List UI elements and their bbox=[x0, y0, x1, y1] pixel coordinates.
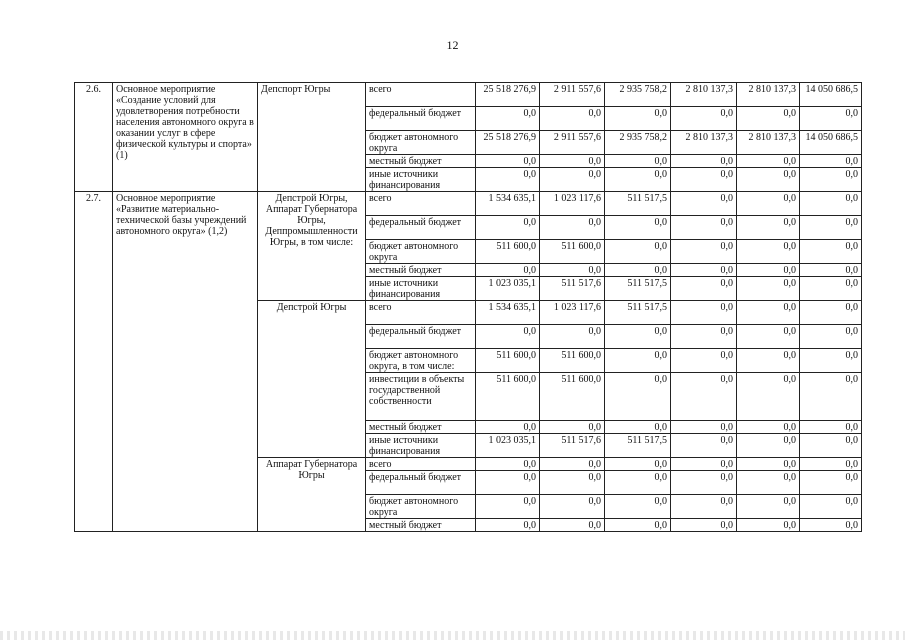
funding-source: федеральный бюджет bbox=[366, 471, 476, 495]
year-value: 511 517,6 bbox=[540, 434, 605, 458]
year-value: 0,0 bbox=[671, 240, 737, 264]
year-value: 0,0 bbox=[540, 519, 605, 532]
year-value: 0,0 bbox=[671, 301, 737, 325]
year-value: 0,0 bbox=[737, 349, 800, 373]
year-value: 0,0 bbox=[671, 519, 737, 532]
year-value: 511 517,5 bbox=[605, 434, 671, 458]
year-value: 2 810 137,3 bbox=[737, 131, 800, 155]
item-number: 2.6. bbox=[75, 83, 113, 192]
year-value: 0,0 bbox=[605, 421, 671, 434]
total-value: 0,0 bbox=[476, 107, 540, 131]
year-value: 0,0 bbox=[605, 240, 671, 264]
year-value: 14 050 686,5 bbox=[800, 131, 862, 155]
year-value: 0,0 bbox=[671, 216, 737, 240]
responsible-executor: Депстрой Югры, Аппарат Губернатора Югры, Деппромышленности Югры, в том числе: bbox=[258, 192, 366, 301]
year-value: 0,0 bbox=[800, 471, 862, 495]
total-value: 0,0 bbox=[476, 264, 540, 277]
year-value: 511 600,0 bbox=[540, 240, 605, 264]
year-value: 0,0 bbox=[800, 325, 862, 349]
funding-source: бюджет автономного округа bbox=[366, 495, 476, 519]
year-value: 0,0 bbox=[671, 277, 737, 301]
year-value: 0,0 bbox=[671, 421, 737, 434]
year-value: 2 810 137,3 bbox=[737, 83, 800, 107]
total-value: 0,0 bbox=[476, 471, 540, 495]
funding-source: федеральный бюджет bbox=[366, 216, 476, 240]
year-value: 2 911 557,6 bbox=[540, 83, 605, 107]
year-value: 0,0 bbox=[737, 168, 800, 192]
year-value: 0,0 bbox=[540, 264, 605, 277]
year-value: 0,0 bbox=[737, 155, 800, 168]
year-value: 0,0 bbox=[671, 192, 737, 216]
funding-source: бюджет автономного округа bbox=[366, 240, 476, 264]
funding-source: местный бюджет bbox=[366, 421, 476, 434]
year-value: 14 050 686,5 bbox=[800, 83, 862, 107]
funding-source: федеральный бюджет bbox=[366, 325, 476, 349]
year-value: 0,0 bbox=[737, 421, 800, 434]
year-value: 0,0 bbox=[800, 277, 862, 301]
year-value: 0,0 bbox=[671, 373, 737, 421]
year-value: 0,0 bbox=[800, 168, 862, 192]
total-value: 25 518 276,9 bbox=[476, 131, 540, 155]
year-value: 0,0 bbox=[800, 192, 862, 216]
year-value: 0,0 bbox=[540, 168, 605, 192]
year-value: 0,0 bbox=[540, 155, 605, 168]
year-value: 0,0 bbox=[605, 264, 671, 277]
year-value: 0,0 bbox=[605, 458, 671, 471]
year-value: 0,0 bbox=[671, 434, 737, 458]
year-value: 0,0 bbox=[800, 349, 862, 373]
year-value: 0,0 bbox=[737, 301, 800, 325]
year-value: 2 810 137,3 bbox=[671, 83, 737, 107]
year-value: 0,0 bbox=[540, 471, 605, 495]
scan-edge bbox=[0, 631, 905, 640]
year-value: 0,0 bbox=[737, 277, 800, 301]
year-value: 0,0 bbox=[605, 107, 671, 131]
funding-source: местный бюджет bbox=[366, 155, 476, 168]
year-value: 0,0 bbox=[540, 325, 605, 349]
year-value: 511 517,5 bbox=[605, 301, 671, 325]
table-row bbox=[75, 192, 862, 216]
year-value: 0,0 bbox=[605, 168, 671, 192]
funding-source: бюджет автономного округа, в том числе: bbox=[366, 349, 476, 373]
funding-source: всего bbox=[366, 192, 476, 216]
total-value: 511 600,0 bbox=[476, 373, 540, 421]
year-value: 0,0 bbox=[800, 519, 862, 532]
funding-source: иные источники финансирования bbox=[366, 277, 476, 301]
year-value: 1 023 117,6 bbox=[540, 192, 605, 216]
year-value: 511 600,0 bbox=[540, 373, 605, 421]
funding-source: местный бюджет bbox=[366, 519, 476, 532]
year-value: 0,0 bbox=[737, 458, 800, 471]
year-value: 0,0 bbox=[800, 458, 862, 471]
year-value: 0,0 bbox=[737, 216, 800, 240]
total-value: 511 600,0 bbox=[476, 349, 540, 373]
funding-source: бюджет автономного округа bbox=[366, 131, 476, 155]
year-value: 0,0 bbox=[605, 325, 671, 349]
year-value: 0,0 bbox=[671, 349, 737, 373]
item-number: 2.7. bbox=[75, 192, 113, 532]
year-value: 0,0 bbox=[737, 434, 800, 458]
total-value: 0,0 bbox=[476, 325, 540, 349]
funding-source: всего bbox=[366, 458, 476, 471]
year-value: 0,0 bbox=[737, 373, 800, 421]
year-value: 0,0 bbox=[605, 373, 671, 421]
year-value: 0,0 bbox=[800, 107, 862, 131]
year-value: 0,0 bbox=[737, 264, 800, 277]
funding-source: иные источники финансирования bbox=[366, 434, 476, 458]
responsible-executor: Депстрой Югры bbox=[258, 301, 366, 458]
total-value: 0,0 bbox=[476, 519, 540, 532]
table-row bbox=[75, 83, 862, 107]
year-value: 0,0 bbox=[671, 155, 737, 168]
year-value: 1 023 117,6 bbox=[540, 301, 605, 325]
year-value: 0,0 bbox=[737, 519, 800, 532]
total-value: 0,0 bbox=[476, 168, 540, 192]
total-value: 25 518 276,9 bbox=[476, 83, 540, 107]
funding-source: всего bbox=[366, 83, 476, 107]
year-value: 0,0 bbox=[671, 471, 737, 495]
responsible-executor: Депспорт Югры bbox=[258, 83, 366, 192]
year-value: 0,0 bbox=[800, 155, 862, 168]
year-value: 0,0 bbox=[800, 301, 862, 325]
year-value: 0,0 bbox=[671, 325, 737, 349]
year-value: 0,0 bbox=[800, 373, 862, 421]
activity-name: Основное мероприятие «Создание условий для удовлетворения потребности населения автономного округа в оказании услуг в сфере физической культуры и спорта» (1) bbox=[113, 83, 258, 192]
year-value: 2 935 758,2 bbox=[605, 83, 671, 107]
year-value: 0,0 bbox=[737, 240, 800, 264]
funding-source: всего bbox=[366, 301, 476, 325]
year-value: 511 517,5 bbox=[605, 277, 671, 301]
responsible-executor: Аппарат Губернатора Югры bbox=[258, 458, 366, 532]
year-value: 2 810 137,3 bbox=[671, 131, 737, 155]
year-value: 0,0 bbox=[605, 519, 671, 532]
total-value: 0,0 bbox=[476, 421, 540, 434]
year-value: 2 911 557,6 bbox=[540, 131, 605, 155]
year-value: 0,0 bbox=[540, 458, 605, 471]
activity-name: Основное мероприятие «Развитие материально-технической базы учреждений автономного округа» (1,2) bbox=[113, 192, 258, 532]
budget-table bbox=[74, 82, 862, 532]
total-value: 1 023 035,1 bbox=[476, 277, 540, 301]
year-value: 0,0 bbox=[540, 495, 605, 519]
total-value: 0,0 bbox=[476, 495, 540, 519]
year-value: 0,0 bbox=[800, 434, 862, 458]
year-value: 0,0 bbox=[540, 107, 605, 131]
year-value: 0,0 bbox=[671, 264, 737, 277]
year-value: 511 600,0 bbox=[540, 349, 605, 373]
year-value: 0,0 bbox=[800, 264, 862, 277]
page-number: 12 bbox=[446, 38, 459, 52]
year-value: 0,0 bbox=[605, 155, 671, 168]
total-value: 0,0 bbox=[476, 458, 540, 471]
total-value: 0,0 bbox=[476, 216, 540, 240]
year-value: 0,0 bbox=[605, 471, 671, 495]
year-value: 0,0 bbox=[605, 495, 671, 519]
total-value: 1 023 035,1 bbox=[476, 434, 540, 458]
year-value: 0,0 bbox=[540, 421, 605, 434]
funding-source: местный бюджет bbox=[366, 264, 476, 277]
total-value: 511 600,0 bbox=[476, 240, 540, 264]
year-value: 0,0 bbox=[737, 495, 800, 519]
year-value: 0,0 bbox=[671, 495, 737, 519]
year-value: 2 935 758,2 bbox=[605, 131, 671, 155]
total-value: 0,0 bbox=[476, 155, 540, 168]
funding-source: иные источники финансирования bbox=[366, 168, 476, 192]
year-value: 0,0 bbox=[800, 216, 862, 240]
year-value: 0,0 bbox=[671, 168, 737, 192]
year-value: 0,0 bbox=[800, 495, 862, 519]
total-value: 1 534 635,1 bbox=[476, 192, 540, 216]
year-value: 511 517,6 bbox=[540, 277, 605, 301]
year-value: 0,0 bbox=[800, 421, 862, 434]
year-value: 0,0 bbox=[737, 192, 800, 216]
year-value: 0,0 bbox=[737, 325, 800, 349]
year-value: 0,0 bbox=[737, 471, 800, 495]
total-value: 1 534 635,1 bbox=[476, 301, 540, 325]
year-value: 0,0 bbox=[540, 216, 605, 240]
year-value: 511 517,5 bbox=[605, 192, 671, 216]
year-value: 0,0 bbox=[671, 107, 737, 131]
year-value: 0,0 bbox=[800, 240, 862, 264]
year-value: 0,0 bbox=[671, 458, 737, 471]
funding-source: федеральный бюджет bbox=[366, 107, 476, 131]
year-value: 0,0 bbox=[605, 349, 671, 373]
year-value: 0,0 bbox=[605, 216, 671, 240]
funding-source: инвестиции в объекты государственной собственности bbox=[366, 373, 476, 421]
year-value: 0,0 bbox=[737, 107, 800, 131]
